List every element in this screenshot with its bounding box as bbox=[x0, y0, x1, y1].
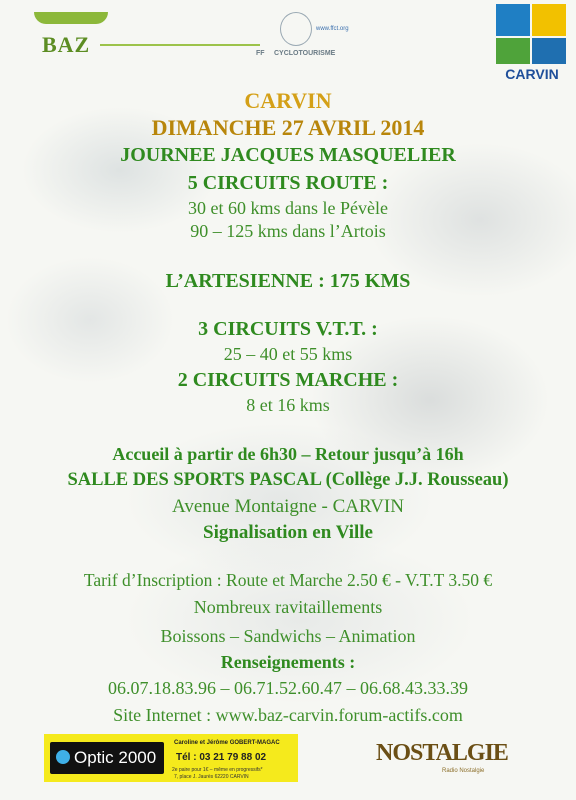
route-line-1: 30 et 60 kms dans le Pévèle bbox=[188, 198, 388, 218]
date-heading: DIMANCHE 27 AVRIL 2014 bbox=[151, 115, 425, 140]
shop-offer: 2e paire pour 1€ – même en progressifs* bbox=[172, 767, 263, 773]
route-title: 5 CIRCUITS ROUTE : bbox=[187, 172, 389, 194]
building-icon bbox=[532, 38, 566, 64]
optic2000-logo-text: Optic 2000 bbox=[74, 748, 157, 767]
boissons-info: Boissons – Sandwichs – Animation bbox=[160, 626, 416, 646]
face-icon bbox=[496, 4, 530, 36]
avenue-info: Avenue Montaigne - CARVIN bbox=[172, 496, 404, 517]
ffct-prefix: FF bbox=[256, 50, 265, 57]
accueil-info: Accueil à partir de 6h30 – Retour jusqu’à 16h bbox=[112, 444, 464, 464]
shop-phone: Tél : 03 21 79 88 02 bbox=[176, 752, 267, 763]
signalisation-info: Signalisation en Ville bbox=[203, 522, 373, 543]
nostalgie-subtitle: Radio Nostalgie bbox=[442, 768, 485, 774]
renseignements-heading: Renseignements : bbox=[220, 652, 356, 672]
city-heading: CARVIN bbox=[244, 88, 332, 113]
carvin-logo bbox=[496, 4, 568, 82]
route-line-2: 90 – 125 kms dans l’Artois bbox=[190, 221, 386, 241]
optic2000-logo bbox=[50, 742, 164, 774]
website-link[interactable]: Site Internet : www.baz-carvin.forum-actifs.com bbox=[113, 705, 463, 725]
green-divider bbox=[100, 44, 260, 46]
event-heading: JOURNEE JACQUES MASQUELIER bbox=[120, 144, 456, 166]
nostalgie-logo bbox=[376, 736, 508, 782]
salle-info: SALLE DES SPORTS PASCAL (Collège J.J. Rousseau) bbox=[67, 470, 509, 490]
baz-logo-text: BAZ bbox=[42, 32, 91, 57]
sun-icon bbox=[532, 4, 566, 36]
artesienne-heading: L’ARTESIENNE : 175 KMS bbox=[165, 270, 411, 292]
shop-address: 7, place J. Jaurès 62220 CARVIN bbox=[174, 774, 249, 780]
ffct-name: CYCLOTOURISME bbox=[274, 50, 336, 57]
shop-owner-names: Caroline et Jérôme GOBERT-MAGAC bbox=[174, 740, 280, 746]
marche-title: 2 CIRCUITS MARCHE : bbox=[177, 369, 399, 391]
vtt-distances: 25 – 40 et 55 kms bbox=[223, 344, 353, 364]
tarif-info: Tarif d’Inscription : Route et Marche 2.50 € - V.T.T 3.50 € bbox=[83, 570, 493, 590]
optic-eye-icon bbox=[56, 750, 70, 764]
cyclist-icon bbox=[280, 12, 312, 46]
ffct-url: www.ffct.org bbox=[316, 26, 349, 32]
ffct-logo bbox=[256, 12, 372, 60]
baz-logo bbox=[34, 6, 108, 58]
carvin-logo-text: CARVIN bbox=[505, 66, 559, 82]
optic2000-banner bbox=[44, 734, 298, 782]
vtt-title: 3 CIRCUITS V.T.T. : bbox=[198, 318, 378, 340]
nostalgie-logo-text: NOSTALGIE bbox=[376, 740, 508, 766]
baz-leaf-icon bbox=[34, 12, 108, 24]
tree-icon bbox=[496, 38, 530, 64]
ravitaillements-info: Nombreux ravitaillements bbox=[193, 597, 383, 617]
phone-numbers: 06.07.18.83.96 – 06.71.52.60.47 – 06.68.43.33.39 bbox=[108, 678, 468, 698]
marche-distances: 8 et 16 kms bbox=[246, 395, 330, 415]
